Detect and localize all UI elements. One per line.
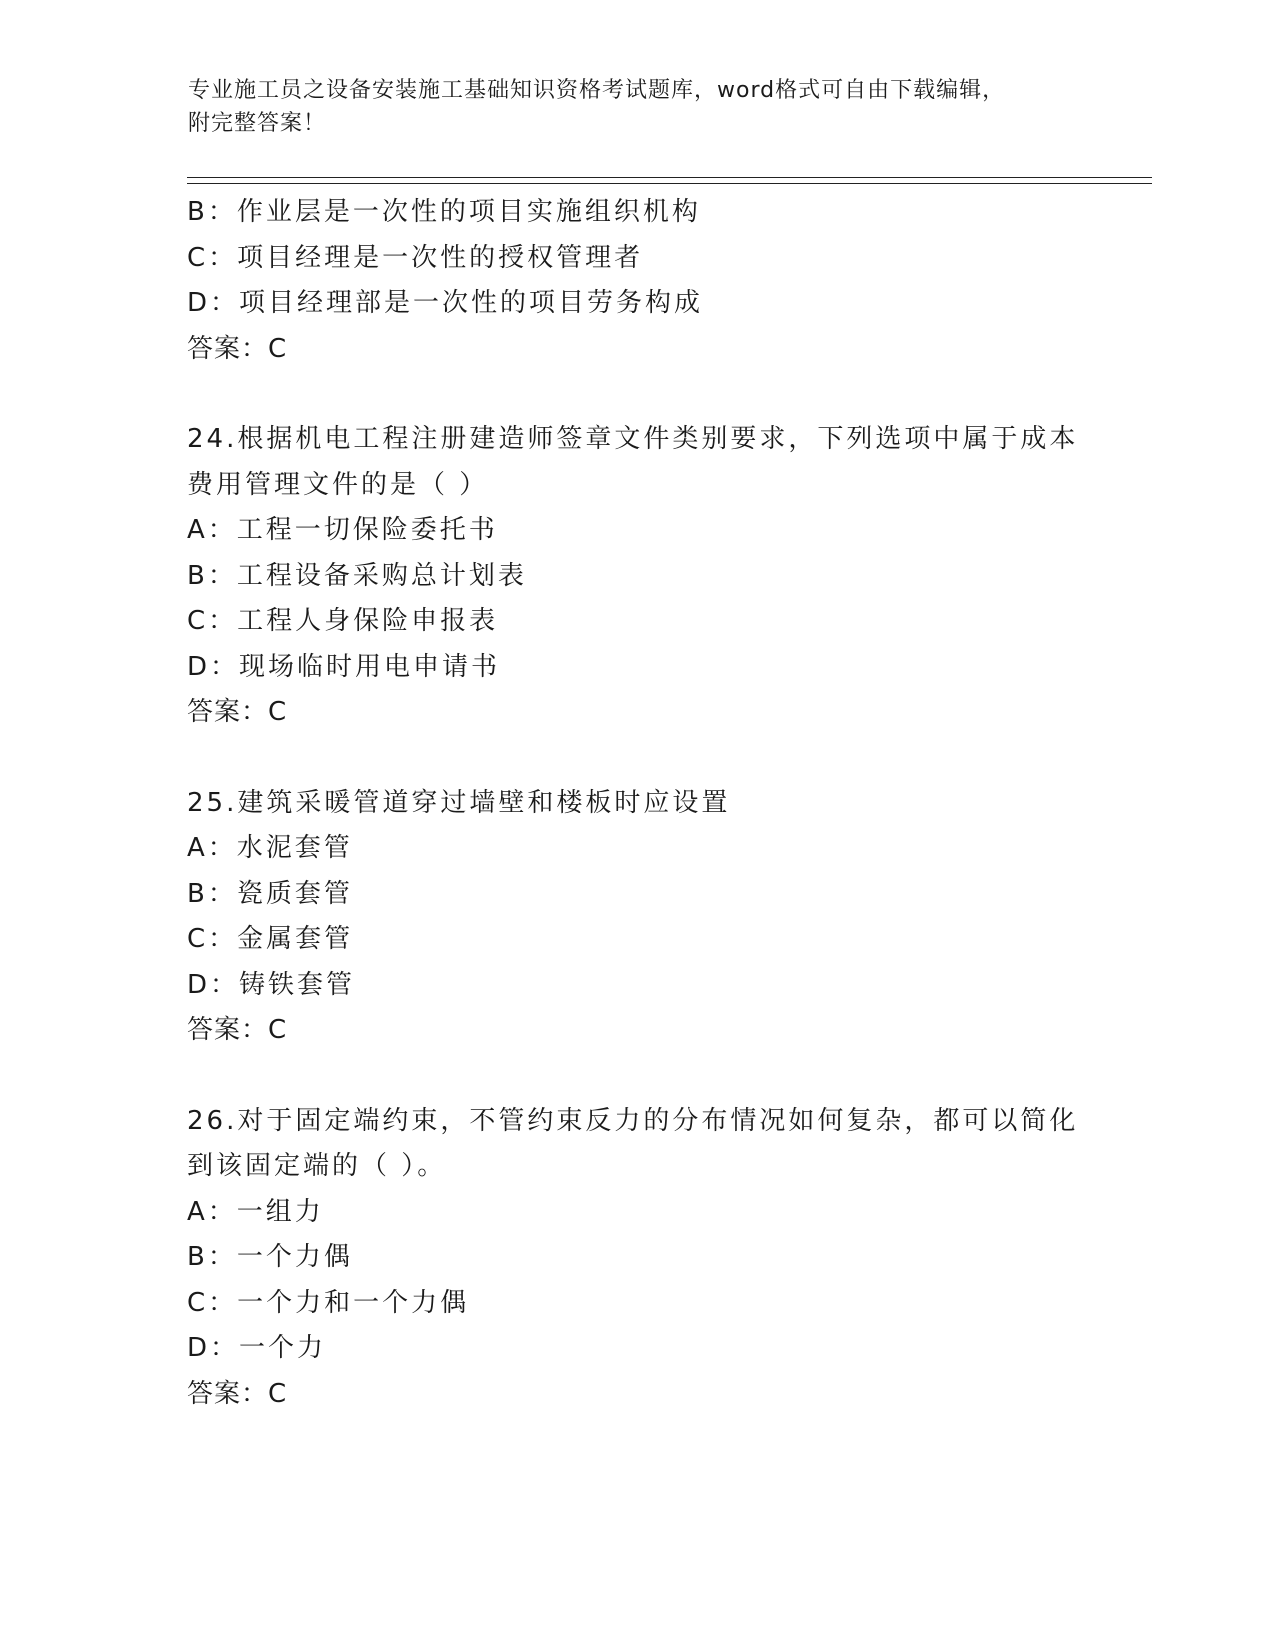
question-25 [187,781,1087,1054]
option-b: B：工程设备采购总计划表 [187,560,527,591]
header-line-1: 专业施工员之设备安装施工基础知识资格考试题库，word格式可自由下载编辑， [188,78,1006,103]
answer: 答案：C [187,1015,288,1045]
option-b: B：一个力偶 [187,1242,353,1272]
header-divider [187,177,1152,184]
option-d: D：铸铁套管 [187,969,356,1000]
option-a: A：水泥套管 [187,833,353,863]
question-stem-continued: 到该固定端的（ ）。 [187,1151,447,1181]
answer: 答案：C [187,697,288,727]
answer: 答案：C [187,333,288,364]
option-a: A：工程一切保险委托书 [187,515,498,545]
document-header [188,74,1088,140]
option-d: D：现场临时用电申请书 [187,651,501,682]
option-b: B：作业层是一次性的项目实施组织机构 [187,197,701,227]
option-c: C：项目经理是一次性的授权管理者 [187,242,644,273]
question-24 [187,417,1087,736]
option-c: C：工程人身保险申报表 [187,606,499,636]
question-stem: 26.对于固定端约束，不管约束反力的分布情况如何复杂，都可以简化 [187,1105,1079,1136]
option-c: C：金属套管 [187,924,354,954]
answer: 答案：C [187,1378,288,1409]
question-list [187,190,1087,1417]
header-line-2: 附完整答案！ [188,111,327,136]
question-stem: 25.建筑采暖管道穿过墙壁和楼板时应设置 [187,787,731,818]
question-23 [187,190,1087,372]
option-d: D：一个力 [187,1333,327,1363]
question-stem-continued: 费用管理文件的是（ ） [187,469,489,500]
option-b: B：瓷质套管 [187,878,353,909]
option-a: A：一组力 [187,1196,324,1227]
question-stem: 24.根据机电工程注册建造师签章文件类别要求，下列选项中属于成本 [187,424,1079,454]
option-d: D：项目经理部是一次性的项目劳务构成 [187,288,704,318]
question-26 [187,1099,1087,1418]
option-c: C：一个力和一个力偶 [187,1287,470,1318]
